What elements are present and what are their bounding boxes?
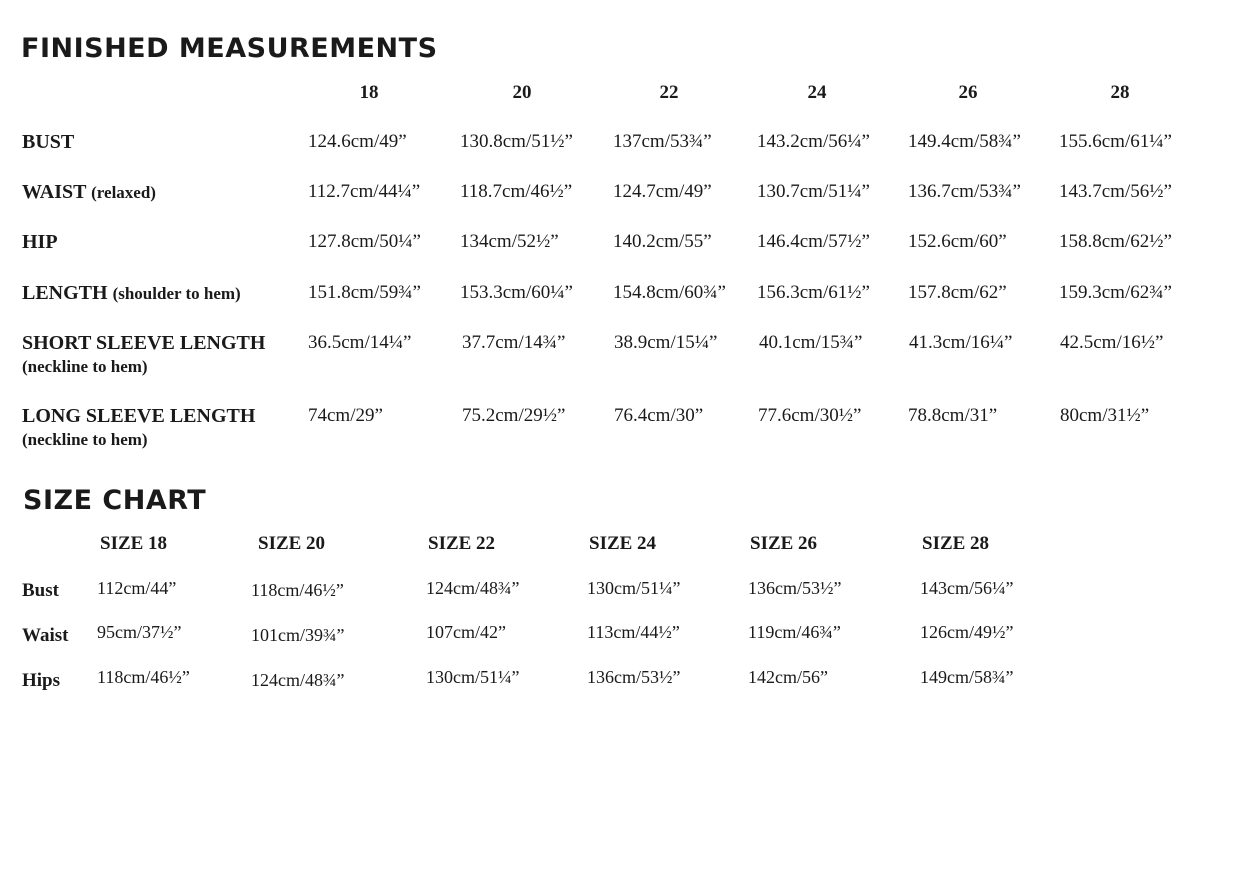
fm-row-label-note: (shoulder to hem): [112, 284, 241, 303]
fm-cell: 151.8cm/59¾”: [308, 282, 421, 303]
fm-cell: 130.8cm/51½”: [460, 131, 573, 152]
fm-row-label: [22, 230, 58, 254]
sc-cell: 142cm/56”: [748, 667, 828, 687]
sc-size-header: SIZE 28: [922, 533, 990, 554]
size-chart-title: SIZE CHART: [23, 485, 207, 516]
sc-cell: 136cm/53½”: [748, 578, 842, 598]
fm-cell: 140.2cm/55”: [613, 231, 712, 252]
fm-cell: 159.3cm/62¾”: [1059, 282, 1172, 303]
fm-cell: 42.5cm/16½”: [1060, 332, 1164, 353]
fm-cell: 41.3cm/16¼”: [909, 332, 1013, 353]
fm-row-label: [22, 331, 265, 379]
fm-size-header: 20: [512, 82, 532, 103]
sc-cell: 112cm/44”: [97, 578, 177, 598]
fm-cell: 149.4cm/58¾”: [908, 131, 1021, 152]
fm-row-label: [22, 130, 74, 154]
fm-row-label-main: LENGTH: [22, 282, 108, 304]
sc-cell: 118cm/46½”: [251, 580, 344, 600]
fm-cell: 78.8cm/31”: [908, 405, 998, 426]
sc-cell: 95cm/37½”: [97, 622, 182, 642]
sc-row-label: Hips: [22, 670, 61, 691]
fm-cell: 136.7cm/53¾”: [908, 181, 1021, 202]
fm-row-label-note: (neckline to hem): [22, 430, 148, 449]
sc-cell: 143cm/56¼”: [920, 578, 1014, 598]
sc-cell: 124cm/48¾”: [251, 670, 345, 690]
sc-cell: 118cm/46½”: [97, 667, 190, 687]
fm-cell: 143.7cm/56½”: [1059, 181, 1172, 202]
fm-cell: 153.3cm/60¼”: [460, 282, 573, 303]
fm-row-label: [22, 180, 156, 205]
fm-row-label-note: (relaxed): [91, 183, 156, 202]
fm-row-label-note: (neckline to hem): [22, 357, 148, 376]
fm-cell: 158.8cm/62½”: [1059, 231, 1172, 252]
fm-cell: 36.5cm/14¼”: [308, 332, 412, 353]
fm-cell: 143.2cm/56¼”: [757, 131, 870, 152]
fm-cell: 38.9cm/15¼”: [614, 332, 718, 353]
fm-cell: 112.7cm/44¼”: [308, 181, 421, 202]
fm-row-label: [22, 281, 241, 306]
finished-measurements-title: FINISHED MEASUREMENTS: [21, 33, 438, 64]
sc-row-label: Waist: [22, 625, 69, 646]
sc-cell: 119cm/46¾”: [748, 622, 841, 642]
sc-cell: 124cm/48¾”: [426, 578, 520, 598]
fm-size-header: 24: [807, 82, 827, 103]
fm-cell: 40.1cm/15¾”: [759, 332, 863, 353]
sc-size-header: SIZE 20: [258, 533, 326, 554]
fm-size-header: 22: [659, 82, 679, 103]
fm-cell: 137cm/53¾”: [613, 131, 712, 152]
fm-cell: 127.8cm/50¼”: [308, 231, 421, 252]
sc-cell: 149cm/58¾”: [920, 667, 1014, 687]
sc-size-header: SIZE 26: [750, 533, 818, 554]
sc-cell: 113cm/44½”: [587, 622, 680, 642]
sc-cell: 107cm/42”: [426, 622, 506, 642]
fm-size-header: 28: [1110, 82, 1130, 103]
sc-cell: 126cm/49½”: [920, 622, 1014, 642]
sc-size-header: SIZE 22: [428, 533, 496, 554]
sc-size-header: SIZE 24: [589, 533, 657, 554]
fm-cell: 37.7cm/14¾”: [462, 332, 566, 353]
sc-cell: 136cm/53½”: [587, 667, 681, 687]
fm-row-label: [22, 404, 255, 452]
fm-cell: 146.4cm/57½”: [757, 231, 870, 252]
fm-row-label-main: SHORT SLEEVE LENGTH: [22, 332, 266, 354]
fm-size-header: 18: [359, 82, 379, 103]
fm-cell: 155.6cm/61¼”: [1059, 131, 1172, 152]
sc-size-header: SIZE 18: [100, 533, 168, 554]
fm-cell: 154.8cm/60¾”: [613, 282, 726, 303]
fm-cell: 157.8cm/62”: [908, 282, 1007, 303]
fm-cell: 77.6cm/30½”: [758, 405, 862, 426]
fm-cell: 124.7cm/49”: [613, 181, 712, 202]
sc-row-label: Bust: [22, 580, 59, 601]
sc-cell: 101cm/39¾”: [251, 625, 345, 645]
fm-size-header: 26: [958, 82, 978, 103]
fm-cell: 76.4cm/30”: [614, 405, 704, 426]
fm-cell: 74cm/29”: [308, 405, 383, 426]
fm-row-label-main: HIP: [22, 231, 58, 253]
fm-row-label-main: BUST: [22, 131, 75, 153]
fm-cell: 124.6cm/49”: [308, 131, 407, 152]
fm-cell: 75.2cm/29½”: [462, 405, 566, 426]
fm-cell: 80cm/31½”: [1060, 405, 1150, 426]
fm-cell: 134cm/52½”: [460, 231, 559, 252]
fm-cell: 118.7cm/46½”: [460, 181, 573, 202]
sc-cell: 130cm/51¼”: [426, 667, 520, 687]
fm-cell: 156.3cm/61½”: [757, 282, 870, 303]
fm-cell: 152.6cm/60”: [908, 231, 1007, 252]
fm-row-label-main: WAIST: [22, 181, 87, 203]
sc-cell: 130cm/51¼”: [587, 578, 681, 598]
fm-cell: 130.7cm/51¼”: [757, 181, 870, 202]
fm-row-label-main: LONG SLEEVE LENGTH: [22, 405, 256, 427]
